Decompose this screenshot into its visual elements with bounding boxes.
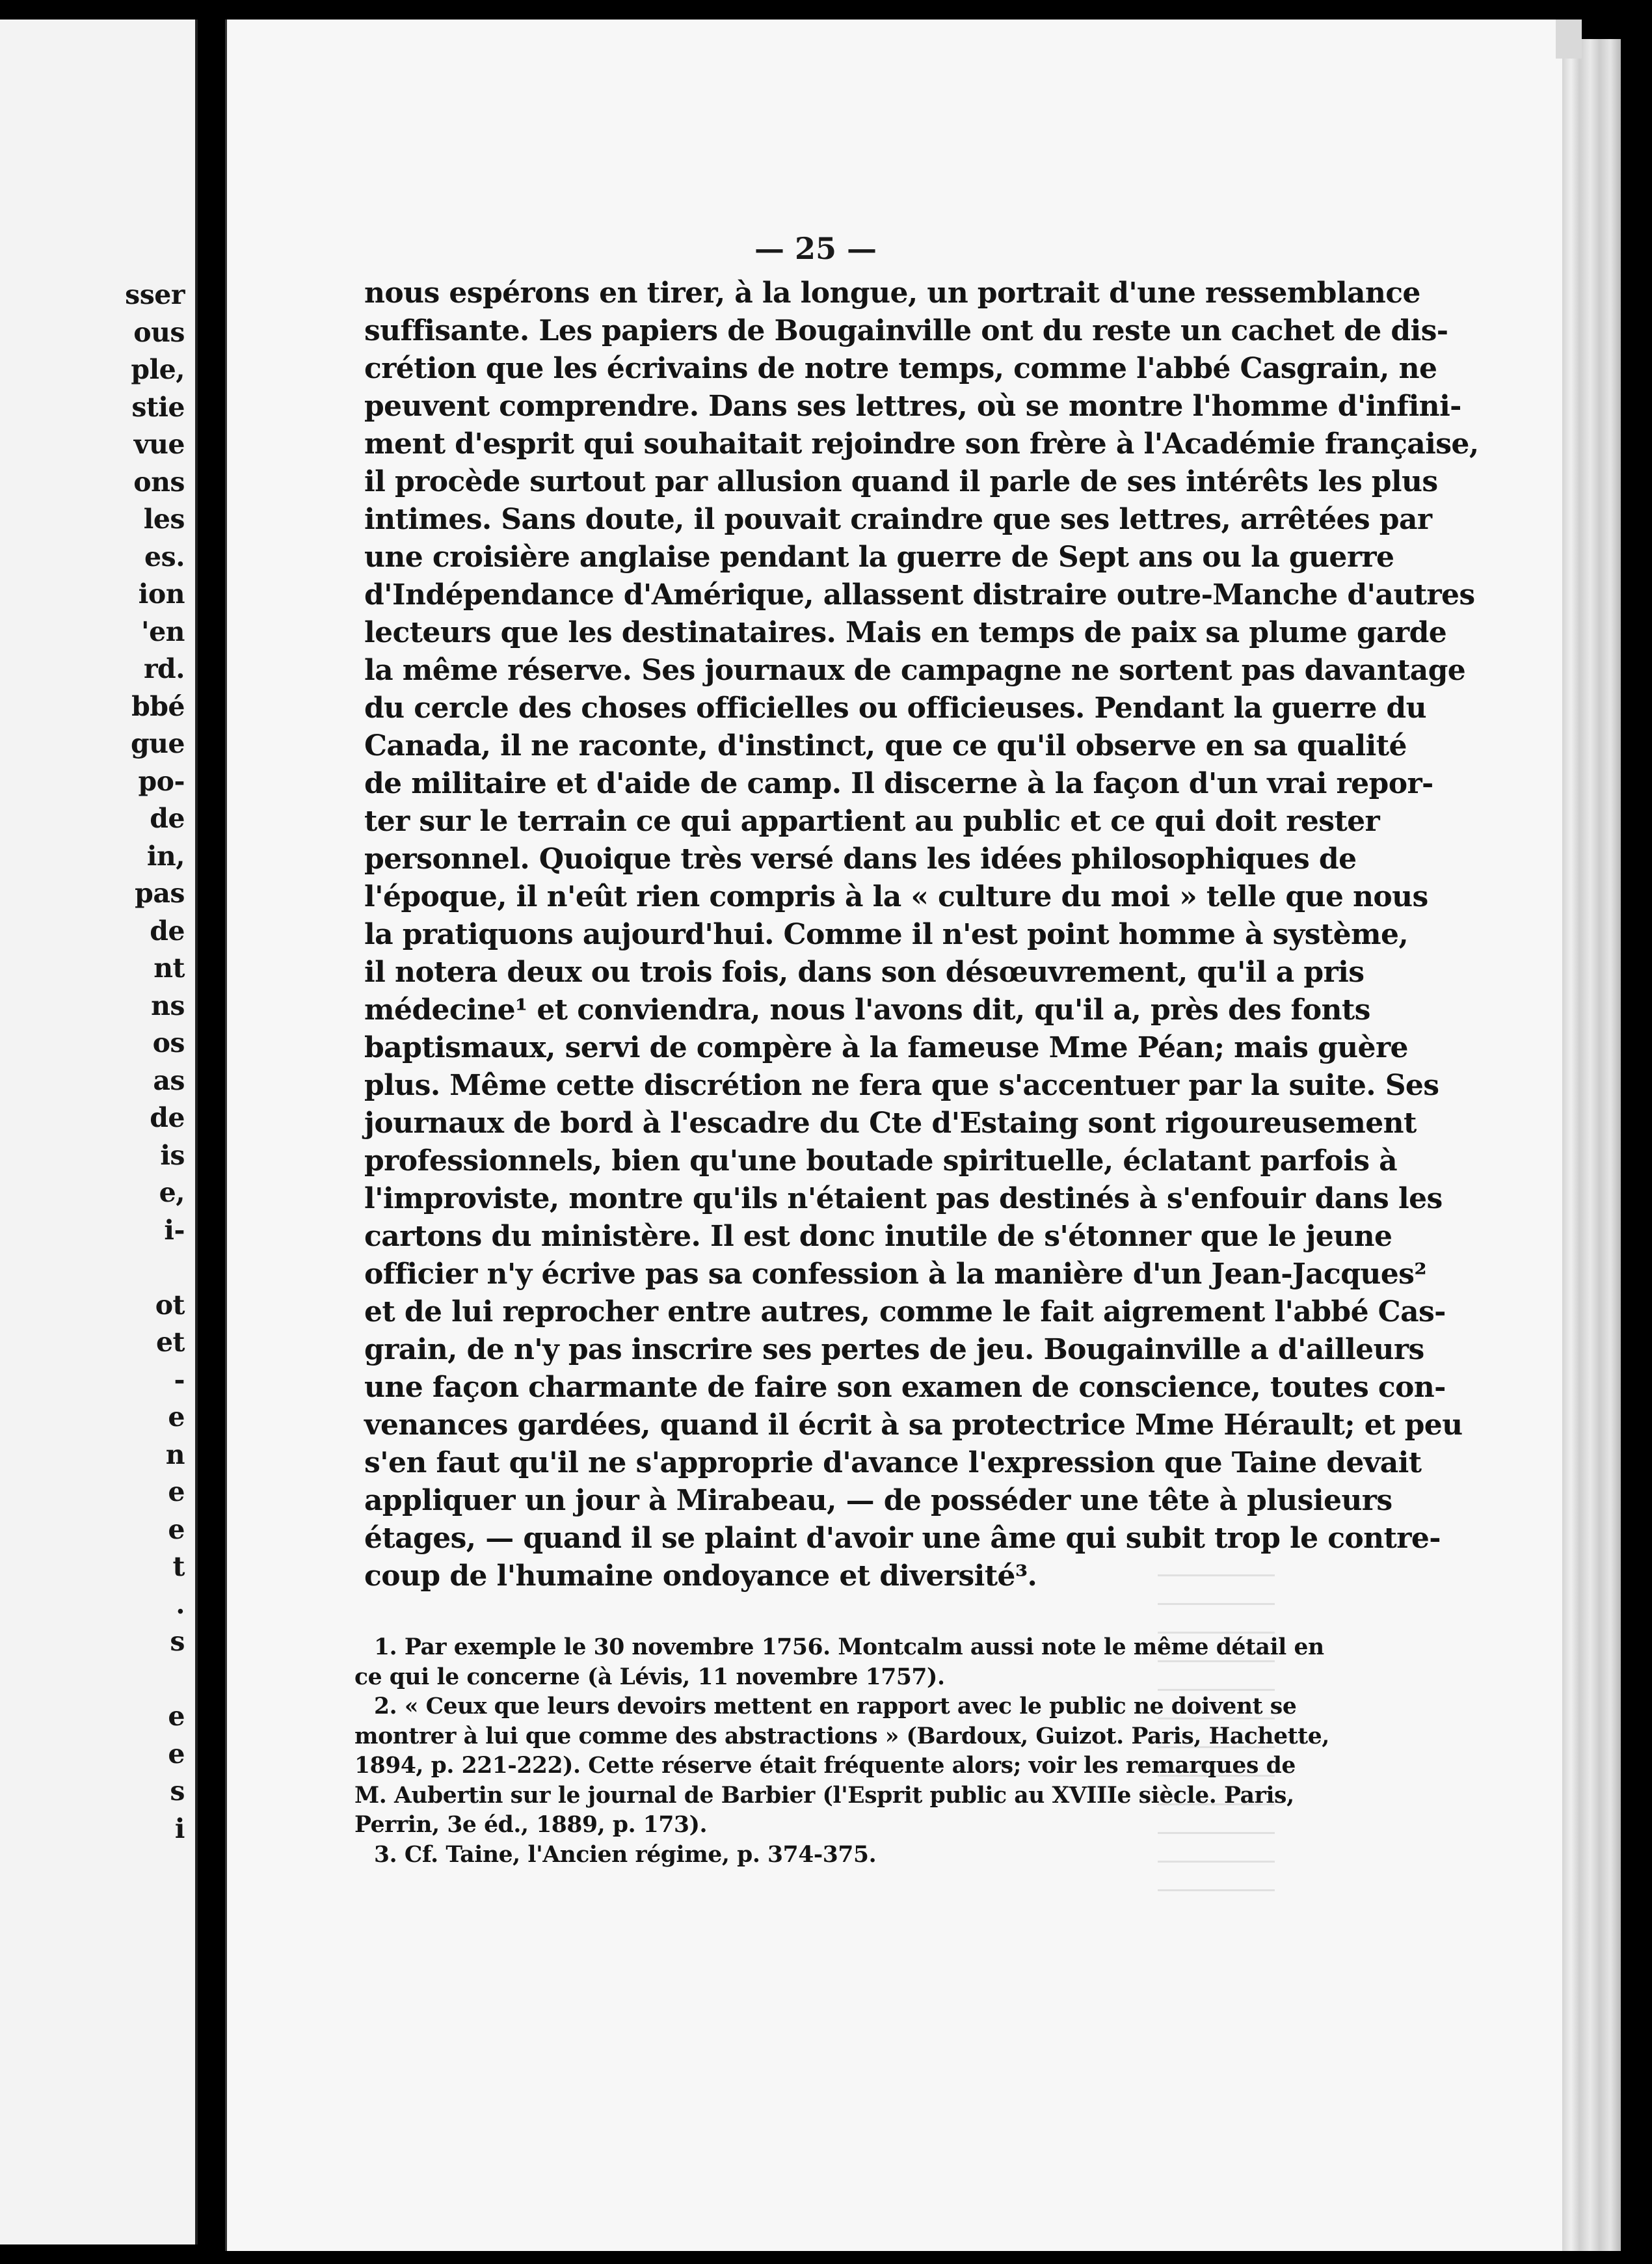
- body-line: s'en faut qu'il ne s'approprie d'avance l'expression que Taine devait: [364, 1446, 1422, 1479]
- left-page-line: [87, 1661, 185, 1699]
- left-page-line: in,: [146, 840, 185, 872]
- left-page-line: e,: [159, 1177, 185, 1208]
- left-page-line: nt: [153, 952, 185, 984]
- left-page-line: les: [143, 504, 185, 535]
- body-line: professionnels, bien qu'une boutade spirituelle, éclatant parfois à: [364, 1144, 1398, 1178]
- body-line: coup de l'humaine ondoyance et diversité³.: [364, 1559, 1037, 1593]
- left-page-line: 'en: [141, 615, 185, 647]
- body-line: une croisière anglaise pendant la guerre de Sept ans ou la guerre: [364, 541, 1394, 574]
- body-line: suffisante. Les papiers de Bougainville ont du reste un cachet de dis-: [364, 314, 1448, 347]
- body-line: étages, — quand il se plaint d'avoir une âme qui subit trop le contre-: [364, 1522, 1441, 1555]
- body-line: la pratiquons aujourd'hui. Comme il n'est point homme à système,: [364, 918, 1409, 951]
- left-page-line: e: [168, 1738, 185, 1770]
- body-line: Canada, il ne raconte, d'instinct, que ce qu'il observe en sa qualité: [364, 729, 1407, 762]
- body-line: grain, de n'y pas inscrire ses pertes de jeu. Bougainville a d'ailleurs: [364, 1333, 1424, 1366]
- body-line: l'époque, il n'eût rien compris à la « culture du moi » telle que nous: [364, 880, 1428, 913]
- previous-page-text: [87, 276, 185, 1848]
- body-line: ter sur le terrain ce qui appartient au public et ce qui doit rester: [364, 805, 1380, 838]
- footnotes: [354, 1633, 1329, 1870]
- left-page-line: pas: [135, 878, 185, 909]
- body-line: l'improviste, montre qu'ils n'étaient pas destinés à s'enfouir dans les: [364, 1182, 1443, 1215]
- footnote-line: Perrin, 3e éd., 1889, p. 173).: [354, 1812, 708, 1838]
- body-line: du cercle des choses officielles ou officieuses. Pendant la guerre du: [364, 692, 1426, 725]
- left-page-line: n: [165, 1438, 185, 1470]
- body-text: [364, 275, 1479, 1595]
- left-page-line: de: [150, 803, 185, 834]
- body-line: et de lui reprocher entre autres, comme le fait aigrement l'abbé Cas-: [364, 1295, 1446, 1328]
- left-page-line: e: [168, 1513, 185, 1545]
- footnote-line: 2. « Ceux que leurs devoirs mettent en rapport avec le public ne doivent se: [374, 1693, 1297, 1719]
- left-page-line: is: [160, 1139, 185, 1171]
- body-line: intimes. Sans doute, il pouvait craindre que ses lettres, arrêtées par: [364, 503, 1432, 536]
- body-line: personnel. Quoique très versé dans les idées philosophiques de: [364, 842, 1357, 876]
- body-line: ment d'esprit qui souhaitait rejoindre son frère à l'Académie française,: [364, 427, 1479, 461]
- body-line: cartons du ministère. Il est donc inutile de s'étonner que le jeune: [364, 1220, 1392, 1253]
- body-line: il procède surtout par allusion quand il parle de ses intérêts les plus: [364, 465, 1438, 498]
- left-page-line: ns: [151, 990, 185, 1021]
- body-line: officier n'y écrive pas sa confession à la manière d'un Jean-Jacques²: [364, 1258, 1427, 1291]
- body-line: la même réserve. Ses journaux de campagne ne sortent pas davantage: [364, 654, 1466, 687]
- left-page-line: i: [174, 1813, 185, 1844]
- left-page-line: rd.: [143, 653, 185, 684]
- left-page-line: vue: [133, 429, 185, 460]
- body-line: une façon charmante de faire son examen de conscience, toutes con-: [364, 1371, 1446, 1404]
- body-line: baptismaux, servi de compère à la fameuse Mme Péan; mais guère: [364, 1031, 1408, 1064]
- body-line: venances gardées, quand il écrit à sa protectrice Mme Hérault; et peu: [364, 1408, 1463, 1442]
- left-page-line: ion: [138, 578, 185, 610]
- left-page-line: ot: [155, 1289, 185, 1321]
- left-page-line: ons: [133, 466, 185, 498]
- left-page-line: s: [170, 1626, 185, 1657]
- left-page-line: i-: [164, 1214, 185, 1246]
- left-page-line: .: [176, 1588, 185, 1620]
- left-page-line: e: [168, 1476, 185, 1507]
- left-page-line: sser: [125, 279, 185, 310]
- body-line: nous espérons en tirer, à la longue, un portrait d'une ressemblance: [364, 276, 1420, 310]
- left-page-line: de: [150, 915, 185, 947]
- left-page-line: [87, 1249, 185, 1287]
- left-page-line: e: [168, 1401, 185, 1433]
- body-line: peuvent comprendre. Dans ses lettres, où se montre l'homme d'infini-: [364, 390, 1461, 423]
- left-page-line: as: [153, 1064, 185, 1096]
- body-line: de militaire et d'aide de camp. Il discerne à la façon d'un vrai repor-: [364, 767, 1433, 800]
- body-line: il notera deux ou trois fois, dans son désœuvrement, qu'il a pris: [364, 956, 1365, 989]
- footnote-line: M. Aubertin sur le journal de Barbier (l'Esprit public au XVIIIe siècle. Paris,: [354, 1782, 1294, 1809]
- body-line: appliquer un jour à Mirabeau, — de posséder une tête à plusieurs: [364, 1484, 1392, 1517]
- body-line: lecteurs que les destinataires. Mais en temps de paix sa plume garde: [364, 616, 1447, 649]
- left-page-line: et: [155, 1327, 185, 1358]
- left-page-line: gue: [130, 728, 185, 759]
- previous-page-fragment: [0, 20, 198, 2244]
- left-page-line: de: [150, 1102, 185, 1133]
- left-page-line: e: [168, 1701, 185, 1732]
- left-page-line: s: [170, 1775, 185, 1807]
- left-page-line: -: [174, 1364, 185, 1395]
- left-page-line: stie: [131, 391, 185, 423]
- left-page-line: os: [152, 1027, 185, 1058]
- body-line: médecine¹ et conviendra, nous l'avons dit, qu'il a, près des fonts: [364, 993, 1370, 1027]
- page-number: — 25 —: [754, 231, 877, 266]
- body-line: crétion que les écrivains de notre temps, comme l'abbé Casgrain, ne: [364, 352, 1437, 385]
- left-page-line: ple,: [131, 354, 185, 385]
- body-line: plus. Même cette discrétion ne fera que s'accentuer par la suite. Ses: [364, 1069, 1439, 1102]
- footnote-line: ce qui le concerne (à Lévis, 11 novembre 1757).: [354, 1664, 945, 1690]
- left-page-line: ous: [133, 316, 185, 348]
- body-line: d'Indépendance d'Amérique, allassent distraire outre-Manche d'autres: [364, 578, 1475, 612]
- footnote-line: 1. Par exemple le 30 novembre 1756. Montcalm aussi note le même détail en: [374, 1634, 1324, 1660]
- left-page-line: po-: [138, 765, 185, 797]
- left-page-line: es.: [144, 541, 185, 573]
- footnote-line: montrer à lui que comme des abstractions » (Bardoux, Guizot. Paris, Hachette,: [354, 1723, 1329, 1749]
- left-page-line: t: [172, 1551, 185, 1582]
- page-edges: [1562, 39, 1621, 2251]
- left-page-line: bbé: [131, 690, 185, 722]
- body-line: journaux de bord à l'escadre du Cte d'Estaing sont rigoureusement: [364, 1107, 1417, 1140]
- footnote-line: 1894, p. 221-222). Cette réserve était fréquente alors; voir les remarques de: [354, 1753, 1296, 1779]
- footnote-line: 3. Cf. Taine, l'Ancien régime, p. 374-375.: [374, 1841, 877, 1868]
